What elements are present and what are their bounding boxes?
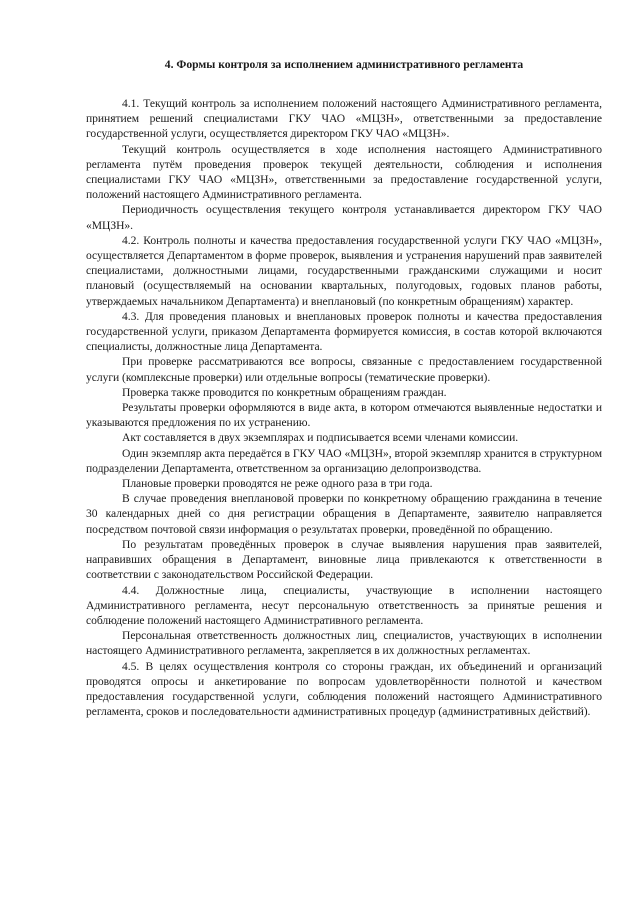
paragraph-violations: По результатам проведённых проверок в случае выявления нарушения прав заявителей, направивших обращения в Департамент, виновные лица привлекаются к ответственности в соответствии с законодательством Российской Федерации. [86, 537, 602, 582]
paragraph-planned-frequency: Плановые проверки проводятся не реже одного раза в три года. [122, 477, 433, 491]
section-title: 4. Формы контроля за исполнением административного регламента [164, 58, 524, 71]
document-body [86, 96, 602, 719]
paragraph-4-3: 4.3. Для проведения плановых и внеплановых проверок полноты и качества предоставления государственной услуги, приказом Департамента формируется комиссия, в состав которой включаются специалисты, должностные лица Департамента. [86, 309, 602, 354]
paragraph-act-storage: Один экземпляр акта передаётся в ГКУ ЧАО «МЦЗН», второй экземпляр хранится в структурном подразделении Департамента, ответственном за организацию делопроизводства. [86, 446, 602, 475]
document-page [86, 58, 602, 719]
paragraph-citizen-requests: Проверка также проводится по конкретным обращениям граждан. [122, 385, 447, 399]
paragraph-4-1: 4.1. Текущий контроль за исполнением положений настоящего Административного регламента, принятием решений специалистами ГКУ ЧАО «МЦЗН», ответственными за предоставление государственной услуги, осуществляется директором ГКУ ЧАО «МЦЗН». [86, 97, 602, 141]
paragraph-current-control: Текущий контроль осуществляется в ходе исполнения настоящего Административного регламента путём проведения проверок текущей деятельности, соблюдения и исполнения специалистами ГКУ ЧАО «МЦЗН», ответственными за предоставление государственной услуги, положений настоящего Административного регламента. [86, 142, 602, 202]
paragraph-4-5: 4.5. В целях осуществления контроля со стороны граждан, их объединений и организаций проводятся опросы и анкетирование по вопросам удовлетворённости полнотой и качеством предоставления государственной услуги, соблюдения положений настоящего Административного регламента, сроков и последовательности административных процедур (административных действий). [86, 659, 602, 719]
paragraph-unscheduled-check: В случае проведения внеплановой проверки по конкретному обращению гражданина в течение 30 календарных дней со дня регистрации обращения в Департаменте, заявителю направляется посредством почтовой связи информация о результатах проверки, проведённой по обращению. [86, 492, 602, 536]
paragraph-act-copies: Акт составляется в двух экземплярах и подписывается всеми членами комиссии. [122, 431, 519, 445]
paragraph-results: Результаты проверки оформляются в виде акта, в котором отмечаются выявленные недостатки и указываются предложения по их устранению. [86, 401, 602, 430]
paragraph-4-4: 4.4. Должностные лица, специалисты, участвующие в исполнении настоящего Административного регламента, несут персональную ответственность за принятые решения и соблюдение положений настоящего Административного регламента. [86, 583, 602, 627]
paragraph-4-2: 4.2. Контроль полноты и качества предоставления государственной услуги ГКУ ЧАО «МЦЗН», осуществляется Департаментом в форме проверок, выявления и устранения нарушений прав заявителей специалистами, должностными лицами, государственными гражданскими служащими и носит плановый (осуществляемый на основании квартальных, полугодовых, годовых планов работы, утверждаемых начальником Департамента) и внеплановый (по конкретным обращениям) характер. [86, 233, 602, 308]
paragraph-check-questions: При проверке рассматриваются все вопросы, связанные с предоставлением государственной услуги (комплексные проверки) или отдельные вопросы (тематические проверки). [86, 355, 602, 384]
paragraph-personal-responsibility: Персональная ответственность должностных лиц, специалистов, участвующих в исполнении настоящего Административного регламента, закрепляется в их должностных регламентах. [86, 629, 602, 658]
paragraph-periodicity: Периодичность осуществления текущего контроля устанавливается директором ГКУ ЧАО «МЦЗН». [86, 203, 602, 232]
